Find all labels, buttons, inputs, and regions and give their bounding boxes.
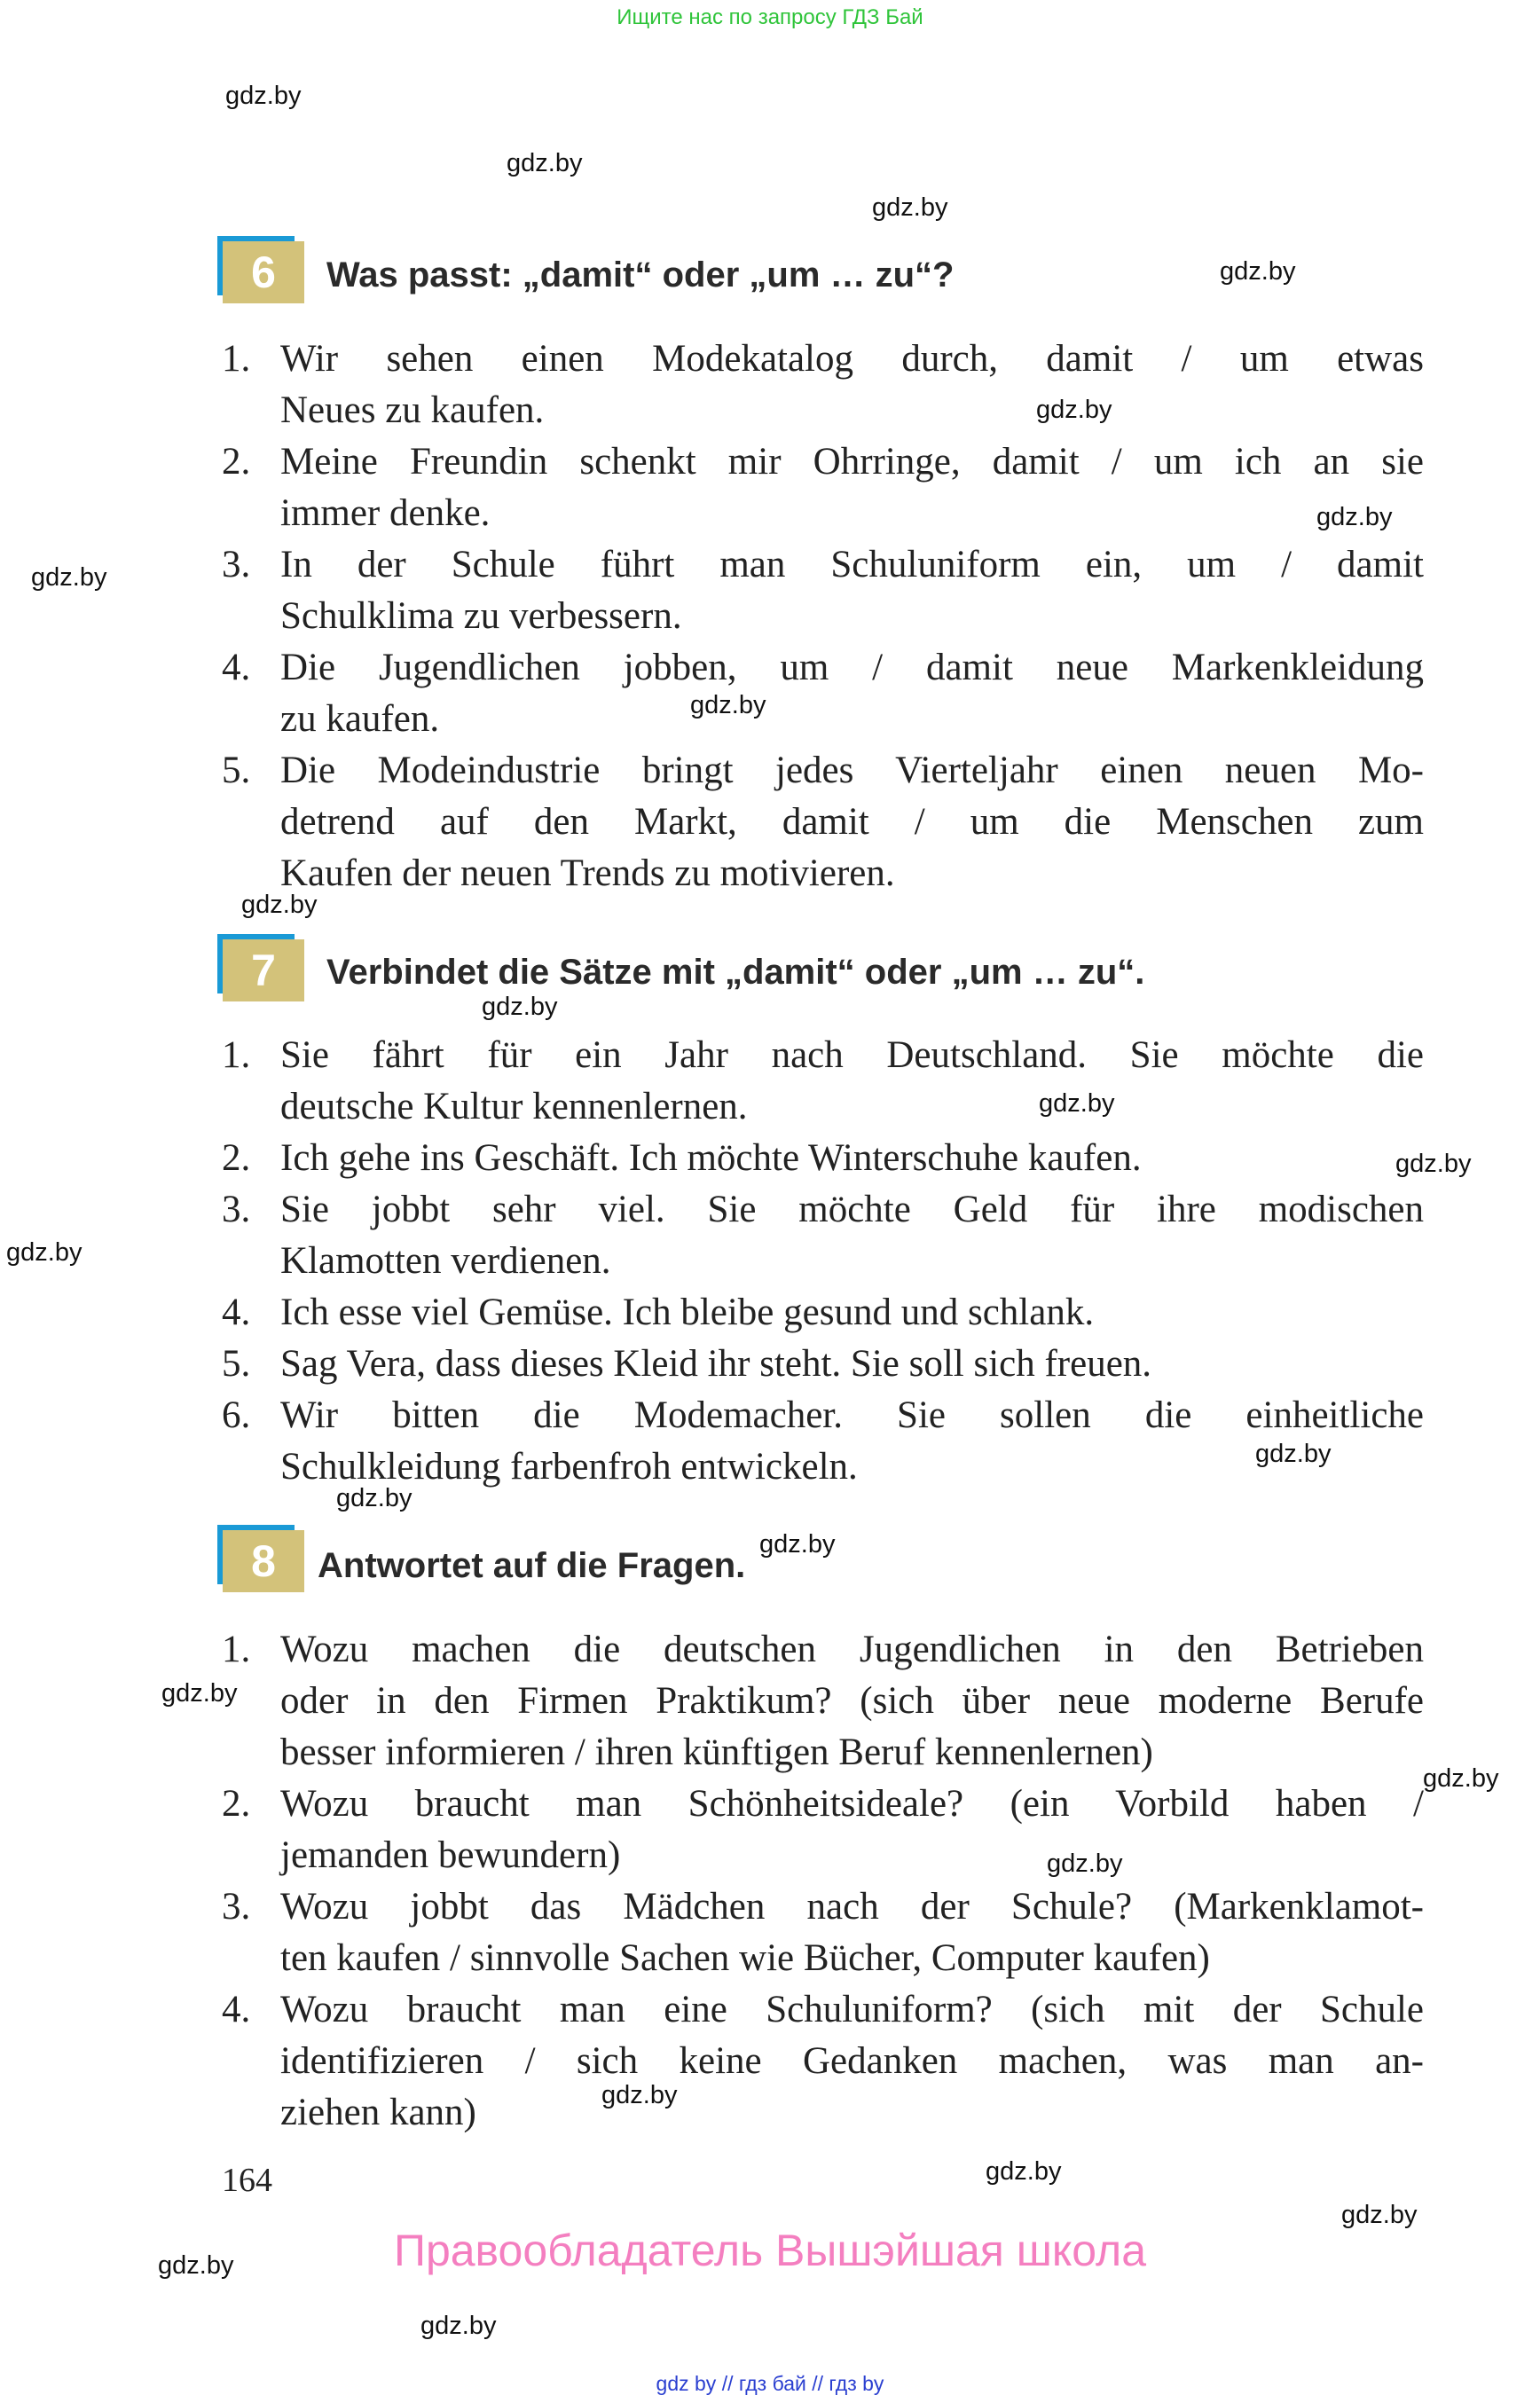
item-text-line: Klamotten verdienen. — [280, 1240, 611, 1282]
item-text-line: zu kaufen. — [280, 698, 440, 740]
item-number: 3. — [222, 1189, 251, 1230]
item-text-line: detrend auf den Markt, damit / um die Menschen zum — [280, 801, 1424, 843]
watermark: gdz.by — [507, 149, 583, 177]
list-item — [222, 1030, 1424, 1133]
item-text-line: Meine Freundin schenkt mir Ohrringe, damit / um ich an sie — [280, 441, 1424, 483]
item-text-line: besser informieren / ihren künftigen Beruf kennenlernen) — [280, 1732, 1153, 1773]
item-number: 4. — [222, 647, 251, 688]
exercise-6-badge: 6 — [223, 241, 304, 303]
exercise-6-title: Was passt: „damit“ oder „um … zu“? — [326, 255, 955, 294]
exercise-8-badge: 8 — [223, 1530, 304, 1592]
item-text-line: Wozu braucht man eine Schuluniform? (sich mit der Schule — [280, 1989, 1424, 2030]
list-item — [222, 1881, 1424, 1984]
exercise-7-list — [222, 1030, 1424, 1493]
watermark: gdz.by — [482, 993, 558, 1021]
item-number: 3. — [222, 544, 251, 585]
exercise-8-title: Antwortet auf die Fragen. — [318, 1546, 746, 1585]
item-text-line: In der Schule führt man Schuluniform ein, um / damit — [280, 544, 1424, 585]
item-text-line: Ich gehe ins Geschäft. Ich möchte Winterschuhe kaufen. — [280, 1137, 1142, 1179]
exercise-8-list — [222, 1624, 1424, 2139]
watermark: gdz.by — [1316, 503, 1393, 531]
watermark: gdz.by — [1395, 1150, 1472, 1178]
item-number: 3. — [222, 1886, 251, 1928]
watermark: gdz.by — [158, 2251, 234, 2280]
watermark: gdz.by — [420, 2312, 497, 2340]
watermark: gdz.by — [225, 82, 302, 110]
exercise-6-list — [222, 334, 1424, 899]
watermark: gdz.by — [1423, 1764, 1499, 1793]
watermark: gdz.by — [161, 1679, 238, 1708]
item-text-line: Kaufen der neuen Trends zu motivieren. — [280, 852, 895, 894]
item-text-line: Wir bitten die Modemacher. Sie sollen die einheitliche — [280, 1394, 1424, 1436]
search-hint: Ищите нас по запросу ГДЗ Бай — [617, 5, 923, 29]
watermark: gdz.by — [759, 1530, 836, 1559]
item-number: 5. — [222, 750, 251, 791]
item-text-line: deutsche Kultur kennenlernen. — [280, 1086, 748, 1127]
page-number: 164 — [222, 2162, 272, 2199]
item-number: 4. — [222, 1292, 251, 1333]
item-text-line: Schulklima zu verbessern. — [280, 595, 682, 637]
watermark: gdz.by — [690, 691, 766, 719]
list-item — [222, 745, 1424, 899]
list-item — [222, 1133, 1424, 1184]
bottom-links[interactable]: gdz by // гдз бай // гдз by — [656, 2372, 884, 2395]
watermark: gdz.by — [1341, 2201, 1418, 2229]
list-item — [222, 436, 1424, 539]
exercise-7-badge: 7 — [223, 939, 304, 1001]
watermark: gdz.by — [1036, 396, 1112, 424]
watermark: gdz.by — [6, 1238, 82, 1267]
watermark: gdz.by — [872, 193, 948, 222]
list-item — [222, 1287, 1424, 1339]
item-number: 6. — [222, 1394, 251, 1436]
list-item — [222, 1339, 1424, 1390]
item-text-line: Wozu braucht man Schönheitsideale? (ein Vorbild haben / — [280, 1783, 1424, 1825]
item-number: 1. — [222, 1034, 251, 1076]
list-item — [222, 642, 1424, 745]
item-text-line: identifizieren / sich keine Gedanken machen, was man an- — [280, 2040, 1424, 2082]
list-item — [222, 539, 1424, 642]
item-text-line: Wozu jobbt das Mädchen nach der Schule? (Markenklamot- — [280, 1886, 1424, 1928]
list-item — [222, 1779, 1424, 1881]
list-item — [222, 334, 1424, 436]
item-text-line: Die Modeindustrie bringt jedes Vierteljahr einen neuen Mo- — [280, 750, 1424, 791]
item-text-line: ten kaufen / sinnvolle Sachen wie Bücher, Computer kaufen) — [280, 1937, 1210, 1979]
watermark: gdz.by — [601, 2081, 678, 2109]
item-number: 4. — [222, 1989, 251, 2030]
item-text-line: Sag Vera, dass dieses Kleid ihr steht. Sie soll sich freuen. — [280, 1343, 1152, 1385]
item-text-line: Wir sehen einen Modekatalog durch, damit / um etwas — [280, 338, 1424, 380]
watermark: gdz.by — [31, 563, 107, 592]
watermark: gdz.by — [1220, 257, 1296, 286]
watermark: gdz.by — [336, 1484, 412, 1512]
list-item — [222, 1390, 1424, 1493]
item-text-line: Schulkleidung farbenfroh entwickeln. — [280, 1446, 858, 1488]
item-number: 1. — [222, 1629, 251, 1670]
item-text-line: Wozu machen die deutschen Jugendlichen in den Betrieben — [280, 1629, 1424, 1670]
item-number: 2. — [222, 1137, 251, 1179]
watermark: gdz.by — [1255, 1440, 1332, 1468]
item-text-line: Ich esse viel Gemüse. Ich bleibe gesund und schlank. — [280, 1292, 1095, 1333]
item-text-line: ziehen kann) — [280, 2092, 476, 2133]
watermark: gdz.by — [1039, 1089, 1115, 1118]
item-text-line: Sie jobbt sehr viel. Sie möchte Geld für ihre modischen — [280, 1189, 1424, 1230]
list-item — [222, 1624, 1424, 1779]
item-text-line: Die Jugendlichen jobben, um / damit neue Markenkleidung — [280, 647, 1424, 688]
watermark: gdz.by — [1047, 1849, 1123, 1878]
item-number: 2. — [222, 1783, 251, 1825]
item-number: 2. — [222, 441, 251, 483]
item-text-line: Sie fährt für ein Jahr nach Deutschland. Sie möchte die — [280, 1034, 1424, 1076]
item-text-line: oder in den Firmen Praktikum? (sich über neue moderne Berufe — [280, 1680, 1424, 1722]
item-number: 5. — [222, 1343, 251, 1385]
item-text-line: Neues zu kaufen. — [280, 389, 545, 431]
list-item — [222, 1184, 1424, 1287]
item-number: 1. — [222, 338, 251, 380]
exercise-7-title: Verbindet die Sätze mit „damit“ oder „um … zu“. — [326, 953, 1145, 992]
watermark: gdz.by — [986, 2157, 1062, 2186]
item-text-line: immer denke. — [280, 492, 491, 534]
list-item — [222, 1984, 1424, 2139]
watermark: gdz.by — [241, 891, 318, 919]
item-text-line: jemanden bewundern) — [280, 1834, 621, 1876]
copyright-notice: Правообладатель Вышэйшая школа — [394, 2226, 1146, 2275]
